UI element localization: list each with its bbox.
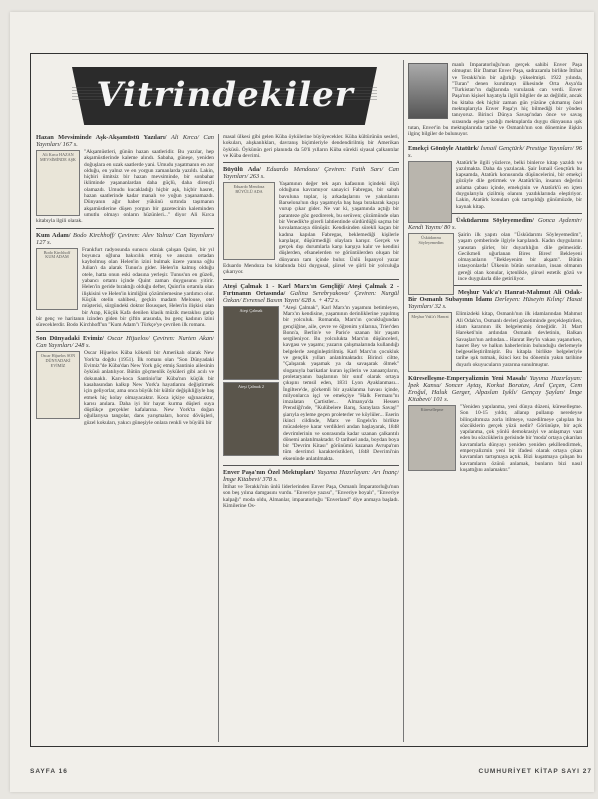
review-body: Şairin ilk yapıtı olan "Üsküdarımı Söyleyemedim", yaşam çemberinde ilgiyle karşılandı. Kadın duygularını yansıtan şiirler, bir duyarlılığın dile gelmesidir. Gecikmeli uğurlanan Bires Bires! Bekleyeni olmayanların "Bekleyenim bir akşam". Bütün istasyonlarda! Ülkenin bütün sorunları, insan olmanın gereği olan konular, içtenlikle, şiirsel estetik gözü ve ince duygularla dile getiriliyor. (458, 231, 582, 283)
column-divider (403, 60, 404, 742)
review-title-text: Hazan Mevsiminde Aşk-Akşamüstü Yazıları/ (36, 134, 167, 141)
divider (223, 465, 399, 466)
review-credits: Yayıma Hazırlayan: İpek Kansu/ Soncer Aytaş, Korkut Boratav, Anıl Çeçen, Cem Eroğul, Haluk Gerger, Alpaslan Işıklı/ Gençay Şaylan/ İmge Kitabevi/ 101 s. (408, 374, 582, 403)
review-title-text: Emekçi Gönüyle Atatürk/ (408, 144, 479, 152)
book-cover (36, 248, 78, 310)
divider (408, 141, 582, 142)
author-photo (408, 63, 448, 119)
page-title: Vitrindekiler (96, 75, 354, 115)
review-credits: Gonca Aydemir/ Kendi Yayını/ 80 s. (408, 216, 582, 231)
column-2 (223, 134, 399, 744)
divider (223, 279, 399, 280)
book-cover-text: Eduardo Mendoza BÜYÜLÜ ADA (233, 184, 265, 194)
review-body: masal ülkesi gibi gelen Küba öykülerine büyüyecekler. Küba kültürünün sesleri, kokuları, alışkanlıkları, davranış biçimleriyle dendendirilmiş bir Amerikan öyküsü. Öykünün geri planında da 50'li yılların Küba sürekli siyasal çalkantılar ve Küba devrimi. (223, 134, 399, 159)
review-body: manlı İmparatorluğu'nun gerçek sahibi Enver Paşa olmuştur. Bir Damat Enver Paşa, sadrazamla birlikte İttihat ve Terakki'nin bir ağırlığı yükselmişti. 1922 yılında, "Turan" denen kurulmayı ülkesinde Orta Asya'da "Turkistan"ın dağlarında vurularak can verdi. Enver Paşa'nın kişisel hayatıyla ilgili bilgiler de az değildir, ancak bu kitaba dek hiçbir zaman gün yüzüne çıkmamış özel mektuplarıyla Enver Paşa'yı hiç bilmediği bir yönden tanıyoruz. Birinci Dünya Savaşı'ndan önce ve savaş sırasında eşine yazdığı mektuplarda duygu dünyasına ışık tutan, Enver'in bu mektuplarında tarihe ve Osmanlı'nın son dönemine ilişkin ilginç bilgiler de bulunuyor. (408, 62, 582, 138)
book-cover (36, 351, 80, 419)
review-body: "Yeniden yapılanma, yeni dünya düzeni, küreselleşme. Son 10-15 yıldır, allanıp pullanıp neredeyse bilinçaltımıza zorla itilmeye, vazedilmeye çalışılan bu sözcüklerin gerçek yüzü nedir? Görünüşte, bir açık yapılanma, çok yönlü demokrasiyi ve anlaşmayı vaat eden bu sözcüklerin gerisinde bir 'moda' ortaya çıkarılan kavramlarla dünyayı yeniden yeniden şekillendirmek, emperyalizmin yeni bir ifadesi olarak ortaya çıkan kavramları tartışmaya açtık. Bizi kuşatmaya çalışan bu kavramların özünü anlamak, bunların bizi nasıl kuşattığını anlamaktır." (460, 403, 582, 473)
book-cover (223, 382, 279, 456)
column-1 (36, 134, 214, 744)
review-credits: Ali Kırca/ Can Yayınları/ 167 s. (36, 134, 214, 148)
book-cover (408, 161, 452, 223)
book-cover (408, 233, 454, 295)
review-title-text: Küreselleşme-Emperyalizmin Yeni Masalı/ (408, 374, 527, 382)
divider (36, 331, 214, 332)
book-cover-text: Küreselleşme (420, 406, 444, 412)
page-number: SAYFA 16 (30, 768, 68, 775)
column-3 (408, 62, 582, 744)
review-credits: Yaşama Hazırlayan: Arı İnanç/ İmge Kitabevi/ 378 s. (223, 469, 399, 484)
review-title-text: Enver Paşa'nın Özel Mektupları/ (223, 469, 316, 477)
book-cover (408, 312, 452, 372)
review-body: Yaşamının değer tek aşın kafasının içindeki ölçü olduğunu kavramıyor sanayici Fabregas, bir sabah bavuluna toplar, iş arkadaşlarını ve yakınlarını Barselona'nın dışı yaşamıyla baş başa bırakarak kaçışı vurup çıkar gider. Ne var ki, yaşamında açtığı bir paranteze göz gezdirerek, bu serüven; çözümünde olan bir Venedik'te girerli lahtientinde sürdürdüğü saçma bir kovalamacaya dönüşür. Kendisinden sürekli kaçan bir kadına kapılan Fabregas, beklemediği kişilerle karşılaşır, düşürmediği olaylara karışır. Gerçek ve gerçek dışı durumlarla karşı karşıya kalır ve kendini düşlerden, efsanelerden ve görüntülerden oluşan bir dünyanın tam içinde bulur. Ünlü İspanyol yazar Eduardo Mendoza bu kitabında bizi duygusal, şiirsel ve şiirli bir yolculuğa çıkarıyor. (223, 181, 399, 276)
review-title-text: Üsküdarımı Söyleyemedim/ (456, 216, 534, 224)
review-title-text: Ateşi Çalmak 1 - Karl Marx'ın Gençliği/ Ateşi Çalmak 2 - Fırtınanın Ortasında/ (223, 282, 399, 297)
review-title-text: Son Dünyadaki Evimiz/ (36, 335, 104, 343)
review-credits: Galina Serebryakova/ Çeviren: Nurgül Özkan/ Evrensel Basım Yayın/ 628 s. + 472 s. (223, 289, 399, 304)
book-cover-text: Oscar Hijuelos SON DÜNYADAKİ EVİMİZ (40, 353, 76, 368)
book-cover-text: Bodo Kirchhoff KUM ADAM (43, 249, 71, 260)
review-title-text: Meşhur Vak'a'ı Hanrat-Mahmut Ali Odak-Bir Osmanlı Subayının İdamı (408, 289, 582, 304)
review-title (36, 335, 214, 349)
review-body: Oscar Hijuelos Küba kökenli bir Amerikalı olarak New York'ta doğdu (1951). İlk romanı olan "Son Dünyadaki Evimiz"de Küba'dan New York göç etmiş Santinio ailesinin öyküsü anlatılıyor. Bütün göçmenlik öyküleri gibi acılı ve dokunaklı. Karı-koca Santinio'lar Küba'nın küçük bir kasabasından kalkıp New York'a hayatlarını değiştirmek için geliyorlar, ama onca büyük bir kültür değişikliğiyle baş etmek hiç kolay olmayacaktır. Koca içkiye sığınacaktır, karısı anılara. Daha iyi bir hayat kurma düşleri suya düştükçe gerçekler kafalarına. New York'ta doğan oğullarıysa tangolar, dans yarışmaları, horoz dövüşleri, güzel kokuları, yakıcı güneşiyle onlara renkli ve büyülü bir (84, 350, 214, 426)
review-credits: Bodo Kirchhoff/ Çeviren: Alev Yalnız/ Can Yayınları/ 127 s. (36, 231, 214, 246)
book-cover-text: Ateşi Çalmak (239, 307, 263, 313)
book-cover (223, 306, 279, 380)
review-credits: Derleyen: Hüseyin Kılınç/ Hasat Yayınları/ 32 s. (408, 296, 582, 311)
book-cover (36, 150, 80, 216)
review-title (223, 283, 399, 304)
book-cover (223, 182, 275, 260)
review-title (408, 145, 582, 159)
book-cover-text: Ateşi Çalmak 2 (237, 383, 265, 389)
divider (223, 162, 399, 163)
review-body: İttihat ve Terakki'nin ünlü liderlerinden Enver Paşa, Osmanlı İmparatorluğu'nun son beş yılına damgasını vurdu. "Enveriye yazısı", "Enveriye boyalı", "Enveriye kalpağı" moda oldu, Almanlar, imparatorluğu "Enverland" diye anmaya başladı. Kimilerine Os- (223, 484, 399, 509)
review-body: "Akşamüstleri, günün hazan saatleridir. Bu yazılar, hep akşamüstlerinde kaleme alındı. Sabaha, güneşe, yeniden doğuşlara en uzak saatlerde yani. Umudu yaşatmanın en zor olduğu, en yalnız ve en yorgun zamanlarda yazıldı. Lakin, hiçbiri ümitsiz bir hazan mevsiminde, bir sonbahar ikliminde yaşananlardan daha güçlü, daha dirençli olamazdı. Umudu kucakladığı hiçbir aşk, hiçbir hasret, hazan saatlerinde kadar manalı ve yoğun yaşanamazdı. Dünyanın ağır haber yükünü sırtında taşımanın akşamüstlerine düşen yorgun bir gazetecinin kaleminden umutlu olmayı onların hüzünleri..." diyor Ali Kırca kitabıyla ilgili olarak. (36, 149, 214, 225)
review-title (223, 469, 399, 483)
review-title-text: Büyülü Ada/ (223, 166, 261, 174)
publication-footer: CUMHURİYET KİTAP SAYI 27 (478, 768, 592, 775)
book-cover-text: Üsküdarımı Söyleyemedim (418, 234, 444, 245)
column-divider (218, 134, 219, 742)
review-title (36, 134, 214, 148)
review-title (408, 375, 582, 403)
book-cover-text: Ali Kırca HAZAN MEVSİMİNDE AŞK (40, 152, 76, 162)
review-credits: Eduardo Mendoza/ Çeviren: Fatih Sarı/ Can Yayınları/ 263 s. (223, 166, 399, 181)
book-cover-text: Meşhur Vak'a'ı Hanrat (411, 314, 449, 320)
review-title (36, 232, 214, 246)
review-body: Elimizdeki kitap, Osmanlı'nın ilk idamlarından Mahmut Ali Odak'ın, Osmanlı devleti gözetiminde gerçekleştirilen, idam kararının ilk belgelenmiş örneğidir. 31 Mart Hareketi'nin ardından Osmanlı devletinin, Balkan Savaşları'nın ardından... Hanrat Bey'in vakası yaşanırken, hasret Bey ve halkın haberlerinin bulunduğu derlemeyle belgeselleştirilmiştir. Bu kitapla birlikte belgeleriyle tarihe ışık tutmak, ikinci kez bu dönemin yakın tarihine duyarlı okuyucuların yararına sunulmuştur. (456, 311, 582, 368)
divider (36, 228, 214, 229)
review-body: "Ateşi Çalmak", Karl Marx'ın yaşamını betimleyen, Marx'ın kendisine, yaşamının derinliklerine yapılmış bir yolculuk. Romanda, Marx'ın çocukluğundan gençliğine, aile, çevre ve öğrenim yıllarına, Trier'den Bonn'a, Berlin'e ve Paris'e uzanan bir yaşam sergileniyor. Bu yolculukta Marx'ın düşünceleri, kavgası ve yaşamı; yazarın çalışmalarında kullandığı belgelerle zenginleştirilmiş. Karl Marx'ın çocukluk ve gençlik yılları anlatılmaktadır. Birinci ciltte, "Çalışarak yaşamak ya da savaşarak ölmek" sloganıyla barikatlar kuran işçilerin ve zanaatçıların, proletaryanın başlarının bir sınıf olarak ortaya çıkışını temsil eden, 1831 Lyon Ayaklanması... İngiltere'de, görkemli bir ayaklanma havası içinde, milyonlarca işçi ve emekçiye "Halk Fermanı"nı imzalatan Çartistler... Almanya'da Hessen Prensliği'nde, "Kulübelere Barış, Saraylara Savaş!" şiarıyla eyleme geçen proleterler ve köylüler... Eserin ikinci cildinde, Marx ve Engels'in birlikte mücadeleye karar verdikleri andan başlayarak, 1848 devrimlerinin ve sonrasında kadar uzanan çalkantılı dönemi anlatılmaktadır. O tarihsel anda, boydan boya bir "Devrim Kitası" görünümü kazanan Avrupa'nın tüm devrimci karakteristikleri, 1848 Devrimi'nin ekseninde anlatılmakta. (283, 304, 399, 462)
review-title-text: Kum Adam/ (36, 231, 71, 239)
book-cover (408, 405, 456, 471)
review-body: Frankfurt radyosunda sunucu olarak çalışan Quint, bir yıl boyunca oğluna bakıcılık etmiş ve ansızın ortadan kaybolmuş olan Helen'in izini bulmak üzere yanına oğlu Julian'ı da alarak Tunus'a gider. Helen'in kalmış olduğu otele, hatta onun eski odasına yerleşir. Tunus'un en güzeli, yabancı ortamı içinde Quint zaman duygusunu yitirir. Helen'in geride bıraktığı olduğu defter, Quint'in ortamla olan ilişkisini ve Helen'in kimliğini çözümlemesine yardımcı olur. Küçük otelin sahibesi, geçkin madam Melouse, otel müşterisi, sürgündeki doktor Bousquet, Helen'in ilişkisi olan bir Arap, Küçük Kafa denilen klasik müzik meraklısı garip bir genç ve haritanın izinden giden bir çiftin arasında, bu genç kadının izini süreceklerdir. Bodo Kirchhoff'un "Kum Adam"ı Türkçe'ye çevrilen ilk romanı. (36, 246, 214, 329)
review-credits: Oscar Hijuelos/ Çeviren: Nurten Akan/ Can Yayınları/ 248 s. (36, 335, 214, 350)
review-title (223, 166, 399, 180)
review-body: Atatürk'le ilgili yüzlerce, belki binlerce kitap yazıldı ve yazılmakta. Daha da yazılacak. Şair İsmail Gençtürk bu kapsamda, Atatürk konusunda düşüncelerini, bir emekçi gözüyle dile getirmek ve Atatürk'ün, insanın değerini anlama çabası içinde, emekçinin ve Atatürk'ü en içten duygularıyla çizilmiş olanını yazdıklarında eleştiriyor. Lakin, Atatürk konuları çok tartışıldığı günümüzde, bir kaynak kitap. (456, 159, 582, 210)
review-credits: İsmail Gençtürk/ Prestige Yayınları/ 96 s. (408, 144, 582, 159)
